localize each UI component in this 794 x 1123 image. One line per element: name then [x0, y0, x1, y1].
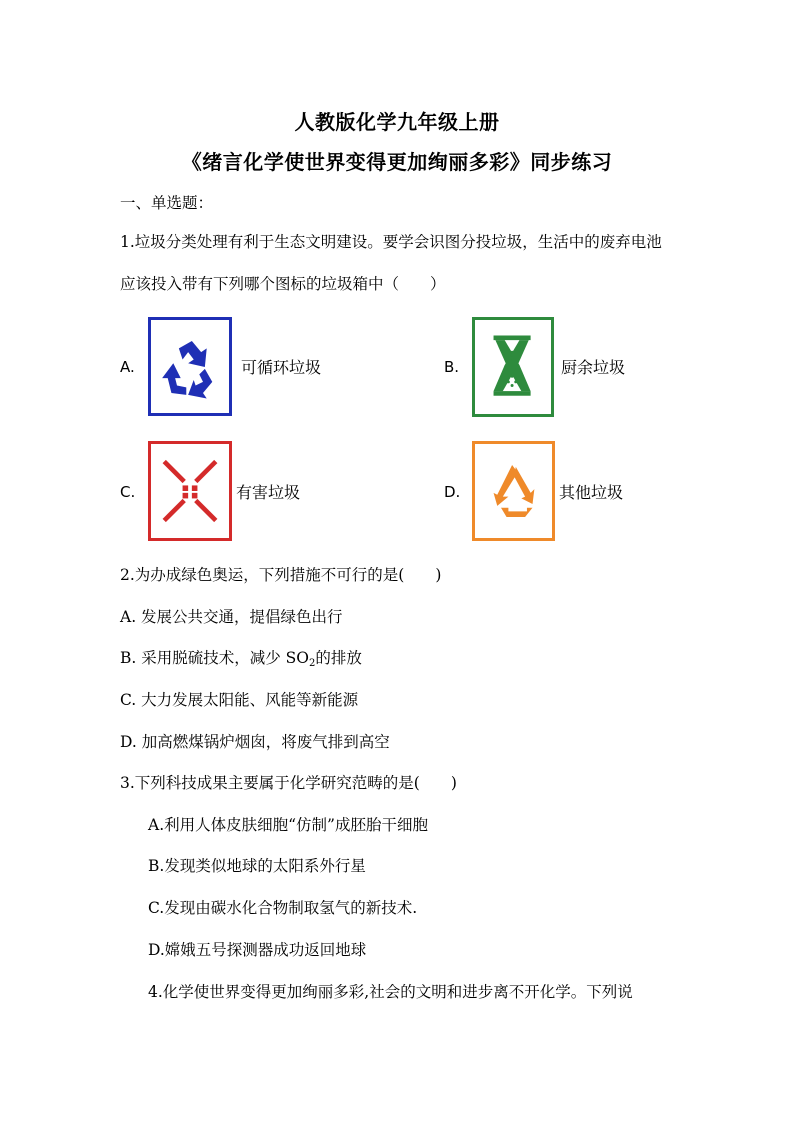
q1-option-b-letter: B. — [444, 358, 460, 376]
q2-option-b-suffix: 的排放 — [315, 649, 362, 667]
q1-text-line2: 应该投入带有下列哪个图标的垃圾箱中（ ） — [120, 275, 446, 293]
recycle-icon — [148, 317, 232, 416]
q3-option-c: C.发现由碳水化合物制取氢气的新技术. — [148, 899, 418, 917]
q2-option-d: D. 加高燃煤锅炉烟囱，将废气排到高空 — [120, 733, 390, 751]
q1-option-c-label: 有害垃圾 — [236, 483, 301, 502]
q2-option-a: A. 发展公共交通，提倡绿色出行 — [120, 608, 343, 626]
q3-text: 3.下列科技成果主要属于化学研究范畴的是( ) — [120, 774, 457, 792]
q3-option-a: A.利用人体皮肤细胞“仿制”成胚胎干细胞 — [148, 816, 428, 834]
q3-option-b: B.发现类似地球的太阳系外行星 — [148, 857, 366, 875]
q1-option-a-label: 可循环垃圾 — [241, 358, 322, 377]
q4-text: 4.化学使世界变得更加绚丽多彩,社会的文明和进步离不开化学。下列说 — [148, 983, 633, 1001]
q1-option-d-label: 其他垃圾 — [559, 483, 624, 502]
q1-option-b-label: 厨余垃圾 — [561, 358, 626, 377]
q2-option-b — [120, 648, 362, 674]
section-heading: 一、单选题： — [120, 194, 214, 212]
q1-text-line1: 1.垃圾分类处理有利于生态文明建设。要学会识图分投垃圾，生活中的废弃电池 — [120, 233, 662, 251]
q1-option-d-letter: D. — [444, 483, 461, 501]
q2-option-b-text: B. 采用脱硫技术，减少 SO — [120, 649, 309, 667]
document-title: 人教版化学九年级上册 — [294, 110, 500, 134]
hourglass-icon — [472, 317, 554, 417]
subscript-2: 2 — [309, 658, 316, 669]
q2-text: 2.为办成绿色奥运，下列措施不可行的是( ) — [120, 566, 442, 584]
q3-option-d: D.嫦娥五号探测器成功返回地球 — [148, 941, 367, 959]
q2-option-c: C. 大力发展太阳能、风能等新能源 — [120, 691, 359, 709]
document-subtitle: 《绪言化学使世界变得更加绚丽多彩》同步练习 — [181, 150, 613, 174]
q1-option-c-letter: C. — [120, 483, 136, 501]
triangle-arrows-icon — [472, 441, 555, 541]
hazard-arrows-icon — [148, 441, 232, 541]
q1-option-a-letter: A. — [120, 358, 135, 376]
